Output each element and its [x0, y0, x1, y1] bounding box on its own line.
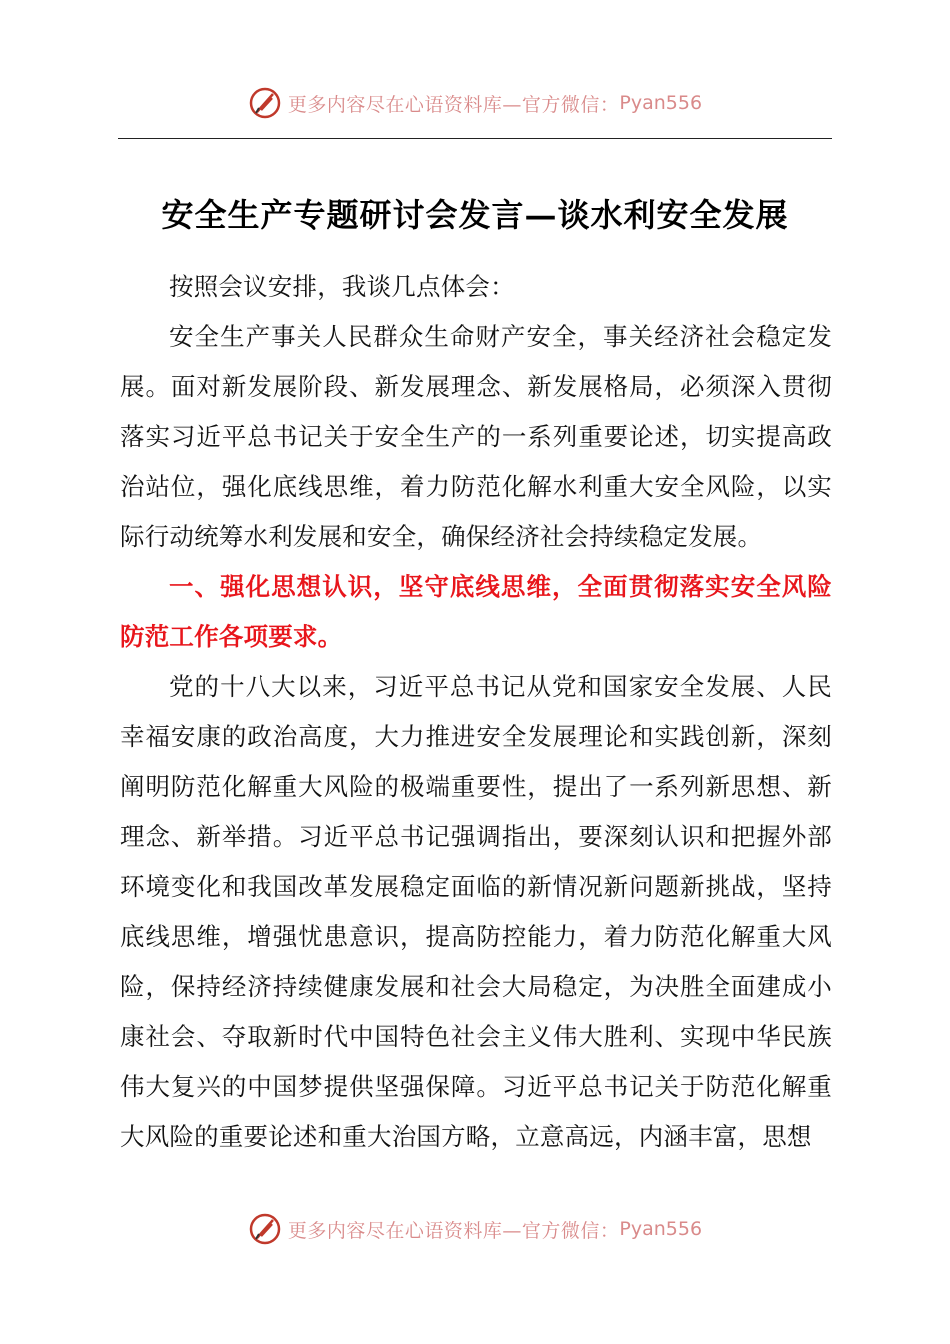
- paragraph: 党的十八大以来，习近平总书记从党和国家安全发展、人民幸福安康的政治高度，大力推进安全发展理论和实践创新，深刻阐明防范化解重大风险的极端重要性，提出了一系列新思想、新理念、新举措。习近平总书记强调指出，要深刻认识和把握外部环境变化和我国改革发展稳定面临的新情况新问题新挑战，坚持底线思维，增强忧患意识，提高防控能力，着力防范化解重大风险，保持经济持续健康发展和社会大局稳定，为决胜全面建成小康社会、夺取新时代中国特色社会主义伟大胜利、实现中华民族伟大复兴的中国梦提供坚强保障。习近平总书记关于防范化解重大风险的重要论述和重大治国方略，立意高远，内涵丰富，思想: [120, 672, 832, 1151]
- watermark-text: 更多内容尽在心语资料库—官方微信：: [287, 1219, 620, 1242]
- section-heading: 一、强化思想认识，坚守底线思维，全面贯彻落实安全风险防范工作各项要求。: [120, 572, 832, 651]
- document-title: 安全生产专题研讨会发言—谈水利安全发展: [161, 196, 789, 234]
- quill-logo-icon: [248, 86, 282, 120]
- paragraph: 按照会议安排，我谈几点体会：: [169, 272, 515, 301]
- wechat-id: Pyan556: [619, 1218, 703, 1240]
- quill-logo-icon: [248, 1212, 282, 1246]
- paragraph: 安全生产事关人民群众生命财产安全，事关经济社会稳定发展。面对新发展阶段、新发展理念、新发展格局，必须深入贯彻落实习近平总书记关于安全生产的一系列重要论述，切实提高政治站位，强化底线思维，着力防范化解水利重大安全风险，以实际行动统筹水利发展和安全，确保经济社会持续稳定发展。: [120, 322, 832, 551]
- document-body: [120, 262, 832, 1162]
- header-divider: [118, 138, 832, 139]
- watermark-text: 更多内容尽在心语资料库—官方微信：: [287, 93, 620, 116]
- wechat-id: Pyan556: [619, 92, 703, 114]
- header-watermark: [0, 83, 950, 123]
- footer-watermark: [0, 1209, 950, 1249]
